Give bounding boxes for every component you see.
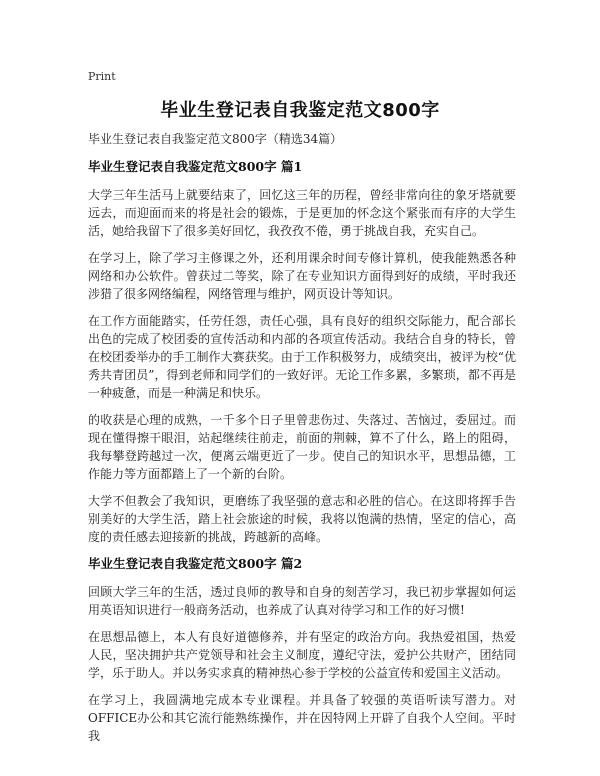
document-subtitle: 毕业生登记表自我鉴定范文800字（精选34篇） xyxy=(88,132,343,146)
paragraph: 的收获是心理的成熟，一千多个日子里曾悲伤过、失落过、苦恼过，委屈过。而现在懂得擦干眼泪，站起继续往前走，前面的荆棘，算不了什么，路上的阻碍，我每攀登跨越过一次，便离云端更近了一步。使自己的知识水平，思想品德，工作能力等方面都踏上了一个新的台阶。 xyxy=(88,413,516,481)
paragraph: 大学三年生活马上就要结束了，回忆这三年的历程，曾经非常向往的象牙塔就要远去，而迎面而来的将是社会的锻炼，于是更加的怀念这个紧张而有序的大学生活，她给我留下了很多美好回忆，我孜孜不倦，勇于挑战自我，充实自己。 xyxy=(88,188,516,238)
page-title: 毕业生登记表自我鉴定范文800字 xyxy=(160,100,440,121)
document-body xyxy=(88,130,516,754)
section-heading: 毕业生登记表自我鉴定范文800字 篇1 xyxy=(88,159,303,174)
paragraph: 在学习上，我圆满地完成本专业课程。并具备了较强的英语听读写潜力。对OFFICE办公和其它流行能熟练操作，并在因特网上开辟了自我个人空间。平时我 xyxy=(88,693,516,743)
paragraph: 回顾大学三年的生活，透过良师的教导和自身的刻苦学习，我已初步掌握如何运用英语知识进行一般商务活动，也养成了认真对待学习和工作的好习惯! xyxy=(88,585,516,617)
section-2 xyxy=(88,555,516,745)
section-1 xyxy=(88,158,516,546)
paragraph: 在思想品德上，本人有良好道德修养，并有坚定的政治方向。我热爱祖国，热爱人民，坚决拥护共产党领导和社会主义制度，遵纪守法，爱护公共财产，团结同学，乐于助人。并以务实求真的精神热心参于学校的公益宣传和爱国主义活动。 xyxy=(88,630,516,680)
paragraph: 大学不但教会了我知识，更磨练了我坚强的意志和必胜的信心。在这即将挥手告别美好的大学生活，踏上社会旅途的时候，我将以饱满的热情，坚定的信心，高度的责任感去迎接新的挑战，跨越新的高峰。 xyxy=(88,494,516,544)
section-heading: 毕业生登记表自我鉴定范文800字 篇2 xyxy=(88,556,303,571)
print-label: Print xyxy=(88,70,116,83)
paragraph: 在工作方面能踏实，任劳任怨，责任心强，具有良好的组织交际能力，配合部长出色的完成了校团委的宣传活动和内部的各项宣传活动。我结合自身的特长，曾在校团委举办的手工制作大赛获奖。由于工作积极努力，成绩突出，被评为校“优秀共青团员”，得到老师和同学们的一致好评。无论工作多累，多繁琐，都不再是一种疲惫，而是一种满足和快乐。 xyxy=(88,314,516,400)
paragraph: 在学习上，除了学习主修课之外，还利用课余时间专修计算机，使我能熟悉各种网络和办公软件。曾获过二等奖，除了在专业知识方面得到好的成绩，平时我还涉猎了很多网络编程，网络管理与维护，网页设计等知识。 xyxy=(88,251,516,301)
